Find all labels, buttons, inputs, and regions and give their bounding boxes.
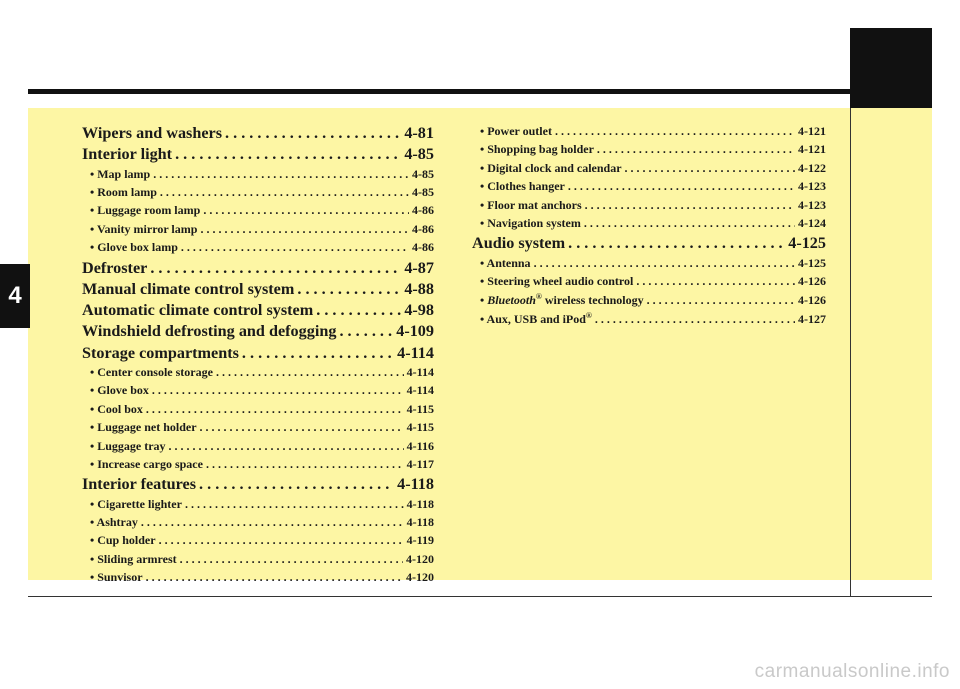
toc-subsection-entry[interactable] [472,311,826,329]
toc-section-entry[interactable] [82,259,434,280]
toc-page-number: 4-117 [406,456,434,471]
toc-page-number: 4-98 [404,301,434,320]
toc-subsection-entry[interactable] [82,383,434,401]
toc-entry-label: Interior light [82,145,173,164]
toc-entry-label: • Sliding armrest [90,551,177,566]
toc-entry-label: • Center console storage [90,365,213,380]
toc-page-number: 4-115 [406,401,434,416]
toc-page-number: 4-87 [404,258,434,277]
toc-page-number: 4-85 [412,166,434,181]
toc-entry-label: • Sunvisor [90,570,143,585]
toc-entry-label: • Luggage tray [90,438,166,453]
toc-entry-label: • Luggage room lamp [90,203,201,218]
dot-leader [206,457,404,472]
dot-leader [153,167,409,182]
dot-leader [141,515,404,530]
toc-subsection-entry[interactable] [82,497,434,515]
toc-page-number: 4-116 [406,438,434,453]
dot-leader [200,420,404,435]
toc-section-entry[interactable] [82,301,434,322]
toc-entry-label: • Cigarette lighter [90,496,182,511]
toc-subsection-entry[interactable] [82,570,434,588]
toc-entry-label: • Antenna [480,255,531,270]
toc-subsection-entry[interactable] [82,420,434,438]
toc-page-number: 4-115 [406,420,434,435]
toc-left-column [82,124,434,589]
toc-page-number: 4-109 [396,322,434,341]
toc-entry-label: • Digital clock and calendar [480,160,622,175]
toc-page-number: 4-88 [404,279,434,298]
toc-subsection-entry[interactable] [82,203,434,221]
toc-page-number: 4-85 [412,184,434,199]
toc-entry-label: • Aux, USB and iPod® [480,310,592,326]
toc-page-number: 4-118 [406,515,434,530]
toc-subsection-entry[interactable] [82,515,434,533]
toc-subsection-entry[interactable] [472,216,826,234]
toc-section-entry[interactable] [472,234,826,255]
dot-leader [160,185,409,200]
dot-leader [216,365,404,380]
toc-subsection-entry[interactable] [472,124,826,142]
toc-subsection-entry[interactable] [472,274,826,292]
dot-leader [339,322,393,341]
toc-section-entry[interactable] [82,280,434,301]
toc-entry-label: • Ashtray [90,515,138,530]
toc-page-number: 4-86 [412,221,434,236]
dot-leader [625,161,795,176]
bottom-rule [28,596,932,597]
corner-tab [850,28,932,108]
toc-page-number: 4-81 [404,124,434,142]
toc-section-entry[interactable] [82,124,434,145]
toc-subsection-entry[interactable] [472,198,826,216]
dot-leader [584,216,795,231]
toc-subsection-entry[interactable] [82,402,434,420]
dot-leader [199,475,394,494]
dot-leader [568,234,785,253]
toc-section-entry[interactable] [82,344,434,365]
chapter-tab: 4 [0,264,30,328]
toc-page-number: 4-127 [798,311,826,326]
toc-subsection-entry[interactable] [82,222,434,240]
toc-entry-label: • Room lamp [90,184,157,199]
toc-subsection-entry[interactable] [82,457,434,475]
toc-page-number: 4-86 [412,240,434,255]
registered-mark: ® [535,292,542,302]
toc-section-entry[interactable] [82,322,434,343]
toc-entry-label: • Steering wheel audio control [480,274,634,289]
toc-entry-label: • Floor mat anchors [480,197,582,212]
toc-page-number: 4-118 [406,496,434,511]
toc-subsection-entry[interactable] [82,240,434,258]
toc-subsection-entry[interactable] [82,365,434,383]
toc-entry-label: • Bluetooth® wireless technology [480,292,644,308]
toc-right-column [472,124,826,329]
toc-entry-label: Manual climate control system [82,279,295,298]
toc-page-number: 4-126 [798,293,826,308]
dot-leader [159,533,404,548]
toc-entry-label-italic: Bluetooth [487,293,536,308]
toc-page-number: 4-126 [798,274,826,289]
dot-leader [316,301,401,320]
dot-leader [225,124,401,143]
toc-entry-label: • Vanity mirror lamp [90,221,198,236]
dot-leader [568,179,795,194]
toc-entry-label: • Map lamp [90,166,151,181]
toc-subsection-entry[interactable] [82,552,434,570]
footer-watermark: carmanualsonline.info [754,661,950,682]
dot-leader [555,124,795,139]
toc-page-number: 4-114 [406,383,434,398]
dot-leader [152,383,404,398]
toc-entry-label: • Clothes hanger [480,179,565,194]
toc-entry-label: Wipers and washers [82,124,223,142]
toc-page-number: 4-123 [798,179,826,194]
margin-line [850,108,851,596]
toc-page-number: 4-120 [406,570,434,585]
dot-leader [180,552,403,567]
toc-page-number: 4-114 [406,365,434,380]
toc-page-number: 4-121 [798,142,826,157]
toc-entry-label: Automatic climate control system [82,301,314,320]
dot-leader [297,280,401,299]
dot-leader [175,145,401,164]
top-rule [28,89,850,94]
dot-leader [181,240,409,255]
toc-subsection-entry[interactable] [82,533,434,551]
toc-entry-label: • Glove box [90,383,149,398]
dot-leader [636,274,795,289]
toc-subsection-entry[interactable] [82,167,434,185]
toc-page-number: 4-119 [406,533,434,548]
toc-subsection-entry[interactable] [82,185,434,203]
dot-leader [597,142,795,157]
toc-subsection-entry[interactable] [472,256,826,274]
dot-leader [203,203,409,218]
toc-page-number: 4-114 [397,343,434,362]
toc-entry-label: • Increase cargo space [90,456,203,471]
toc-entry-label-rest: wireless technology [541,293,644,308]
dot-leader [146,570,403,585]
toc-entry-label: • Glove box lamp [90,240,178,255]
toc-page-number: 4-120 [406,551,434,566]
dot-leader [185,497,404,512]
toc-subsection-entry[interactable] [472,161,826,179]
dot-leader [534,256,795,271]
toc-entry-label: • Power outlet [480,124,552,138]
dot-leader [146,402,404,417]
toc-page-number: 4-86 [412,203,434,218]
toc-page-number: 4-121 [798,124,826,138]
dot-leader [585,198,795,213]
toc-page-number: 4-85 [404,145,434,164]
registered-mark: ® [585,310,592,320]
dot-leader [647,293,795,308]
toc-subsection-entry[interactable] [82,439,434,457]
toc-page-number: 4-123 [798,197,826,212]
toc-page-number: 4-124 [798,215,826,230]
toc-entry-label: Storage compartments [82,343,239,362]
dot-leader [150,259,401,278]
toc-entry-label: • Cup holder [90,533,156,548]
toc-entry-label: Audio system [472,234,566,253]
toc-subsection-entry[interactable] [472,142,826,160]
dot-leader [242,344,394,363]
toc-page-number: 4-125 [788,234,826,253]
toc-section-entry[interactable] [82,145,434,166]
toc-entry-label: • Luggage net holder [90,420,197,435]
toc-entry-label: Defroster [82,258,148,277]
dot-leader [595,312,795,327]
toc-subsection-entry[interactable] [472,292,826,310]
toc-section-entry[interactable] [82,475,434,496]
toc-entry-label: Windshield defrosting and defogging [82,322,337,341]
toc-subsection-entry[interactable] [472,179,826,197]
toc-page-number: 4-122 [798,160,826,175]
toc-entry-label: • Cool box [90,401,143,416]
toc-entry-label: • Shopping bag holder [480,142,594,157]
toc-entry-label: Interior features [82,475,197,494]
dot-leader [200,222,409,237]
dot-leader [169,439,404,454]
toc-entry-label: • Navigation system [480,215,581,230]
toc-page-number: 4-125 [798,255,826,270]
toc-page-number: 4-118 [397,475,434,494]
